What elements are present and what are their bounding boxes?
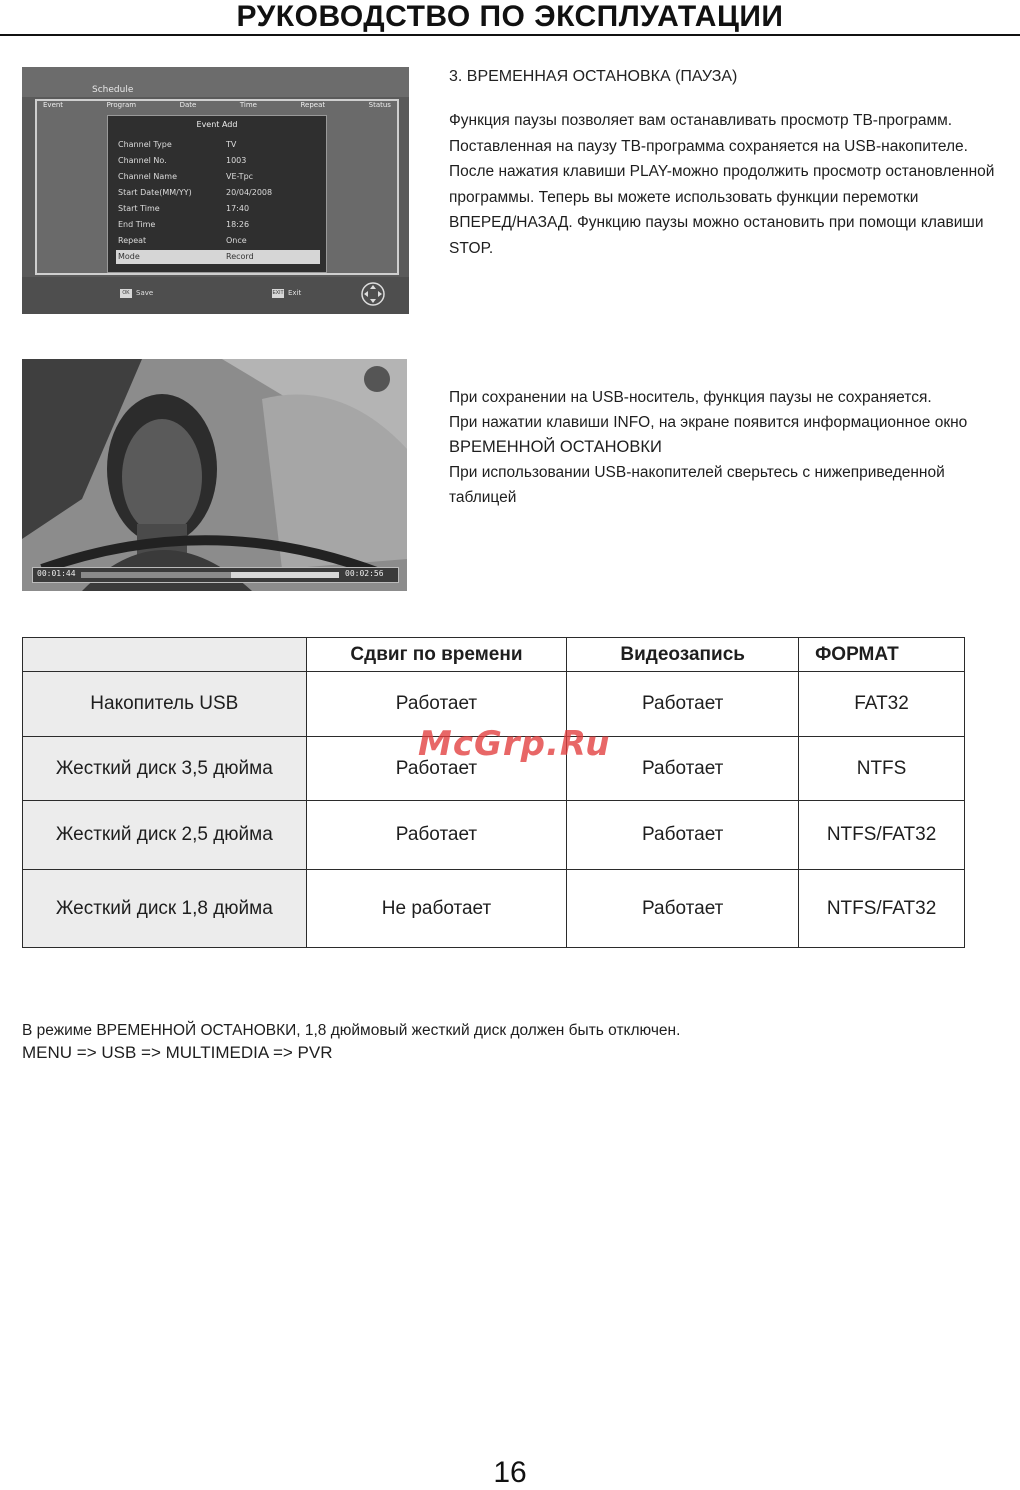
section-title: 3. ВРЕМЕННАЯ ОСТАНОВКА (ПАУЗА) (449, 68, 738, 85)
pause-description (449, 108, 1004, 262)
watermark: McGrp.Ru (418, 724, 611, 764)
text-line: ВРЕМЕННОЙ ОСТАНОВКИ (449, 438, 662, 456)
elapsed-time: 00:01:44 (37, 569, 76, 578)
playback-progress-bar (32, 567, 399, 583)
dialog-row (116, 202, 320, 216)
navigation-pad-icon (360, 281, 386, 307)
dialog-row (116, 186, 320, 200)
row-label: Channel Type (118, 140, 172, 149)
row-label: Start Time (118, 204, 160, 213)
dialog-row (116, 154, 320, 168)
table-header-cell: Сдвиг по времени (306, 638, 567, 672)
event-add-dialog (107, 115, 327, 273)
text-line: При сохранении на USB-носитель, функция паузы не сохраняется. (449, 389, 932, 406)
row-label: End Time (118, 220, 156, 229)
table-row (23, 870, 965, 948)
text-line: Поставленная на паузу ТВ-программа сохраняется на USB-накопителе. (449, 137, 968, 155)
table-header-cell: ФОРМАТ (799, 638, 965, 672)
footer-note (22, 1020, 680, 1064)
text-line: ВПЕРЕД/НАЗАД. Функцию паузы можно остановить при помощи клавиши (449, 214, 984, 232)
text-line: программы. Теперь вы можете использовать функции перемотки (449, 188, 919, 206)
row-label: Mode (118, 252, 140, 261)
table-cell: Работает (567, 737, 799, 801)
storage-compatibility-table (22, 637, 965, 948)
schedule-column: Event (43, 101, 64, 109)
row-label: Channel Name (118, 172, 177, 181)
row-value: TV (226, 140, 237, 149)
schedule-column: Status (368, 101, 391, 109)
exit-key-icon: EXIT (272, 290, 284, 296)
schedule-column: Program (106, 101, 137, 109)
table-cell: Жесткий диск 3,5 дюйма (23, 737, 307, 801)
header-rule (0, 34, 1020, 36)
table-cell: Жесткий диск 2,5 дюйма (23, 801, 307, 870)
table-cell: Работает (567, 870, 799, 948)
schedule-panel (35, 99, 399, 275)
page-title: РУКОВОДСТВО ПО ЭКСПЛУАТАЦИИ (236, 0, 784, 33)
schedule-window-title: Schedule (92, 85, 134, 95)
schedule-bottom-bar (22, 277, 409, 314)
ok-key-icon: OK (120, 289, 132, 298)
dialog-row-selected (116, 250, 320, 264)
row-value: 1003 (226, 156, 247, 165)
row-label: Channel No. (118, 156, 167, 165)
dialog-row (116, 170, 320, 184)
table-header-cell: Видеозапись (567, 638, 799, 672)
table-cell: Жесткий диск 1,8 дюйма (23, 870, 307, 948)
schedule-topbar (22, 67, 409, 97)
table-header-row (23, 638, 965, 672)
footer-line: В режиме ВРЕМЕННОЙ ОСТАНОВКИ, 1,8 дюймовый жесткий диск должен быть отключен. (22, 1022, 681, 1039)
progress-fill (81, 572, 231, 578)
table-cell: Работает (567, 672, 799, 737)
table-cell: Работает (306, 672, 567, 737)
video-frame-illustration (22, 359, 407, 591)
table-cell: NTFS/FAT32 (799, 870, 965, 948)
row-label: Repeat (118, 236, 147, 245)
row-value: 17:40 (226, 204, 250, 213)
exit-hint: Exit (288, 289, 302, 297)
table-cell: Накопитель USB (23, 672, 307, 737)
schedule-column: Time (239, 101, 257, 109)
table-row (23, 801, 965, 870)
text-line: После нажатия клавиши PLAY-можно продолжить просмотр остановленной (449, 163, 995, 181)
page-number: 16 (493, 1456, 527, 1489)
row-value: VE-Tpc (226, 172, 254, 181)
table-cell: Работает (567, 801, 799, 870)
table-cell: NTFS/FAT32 (799, 801, 965, 870)
schedule-column: Repeat (300, 101, 326, 109)
table-cell: FAT32 (799, 672, 965, 737)
row-value: Record (226, 252, 254, 261)
schedule-column: Date (179, 101, 197, 109)
total-time: 00:02:56 (345, 569, 384, 578)
table-cell: Не работает (306, 870, 567, 948)
row-value: 18:26 (226, 220, 250, 229)
dialog-row (116, 218, 320, 232)
row-value: 20/04/2008 (226, 188, 273, 197)
save-hint: Save (136, 289, 154, 297)
table-cell: Работает (306, 737, 567, 801)
usb-notes (449, 385, 1014, 510)
table-cell: NTFS (799, 737, 965, 801)
schedule-columns (37, 101, 397, 113)
video-playback-screenshot (22, 359, 407, 591)
dialog-row (116, 138, 320, 152)
dialog-title: Event Add (196, 120, 238, 129)
schedule-screenshot (22, 67, 409, 314)
text-line: Функция паузы позволяет вам останавливать просмотр ТВ-программ. (449, 112, 953, 129)
table-cell: Работает (306, 801, 567, 870)
dialog-row (116, 234, 320, 248)
text-line: STOP. (449, 239, 494, 257)
row-label: Start Date(MM/YY) (118, 188, 192, 197)
row-value: Once (226, 236, 247, 245)
text-line: При использовании USB-накопителей сверьтесь с нижеприведенной таблицей (449, 464, 945, 506)
table-header-cell (23, 638, 307, 672)
text-line: При нажатии клавиши INFO, на экране появится информационное окно (449, 414, 968, 431)
menu-path: MENU => USB => MULTIMEDIA => PVR (22, 1043, 333, 1062)
